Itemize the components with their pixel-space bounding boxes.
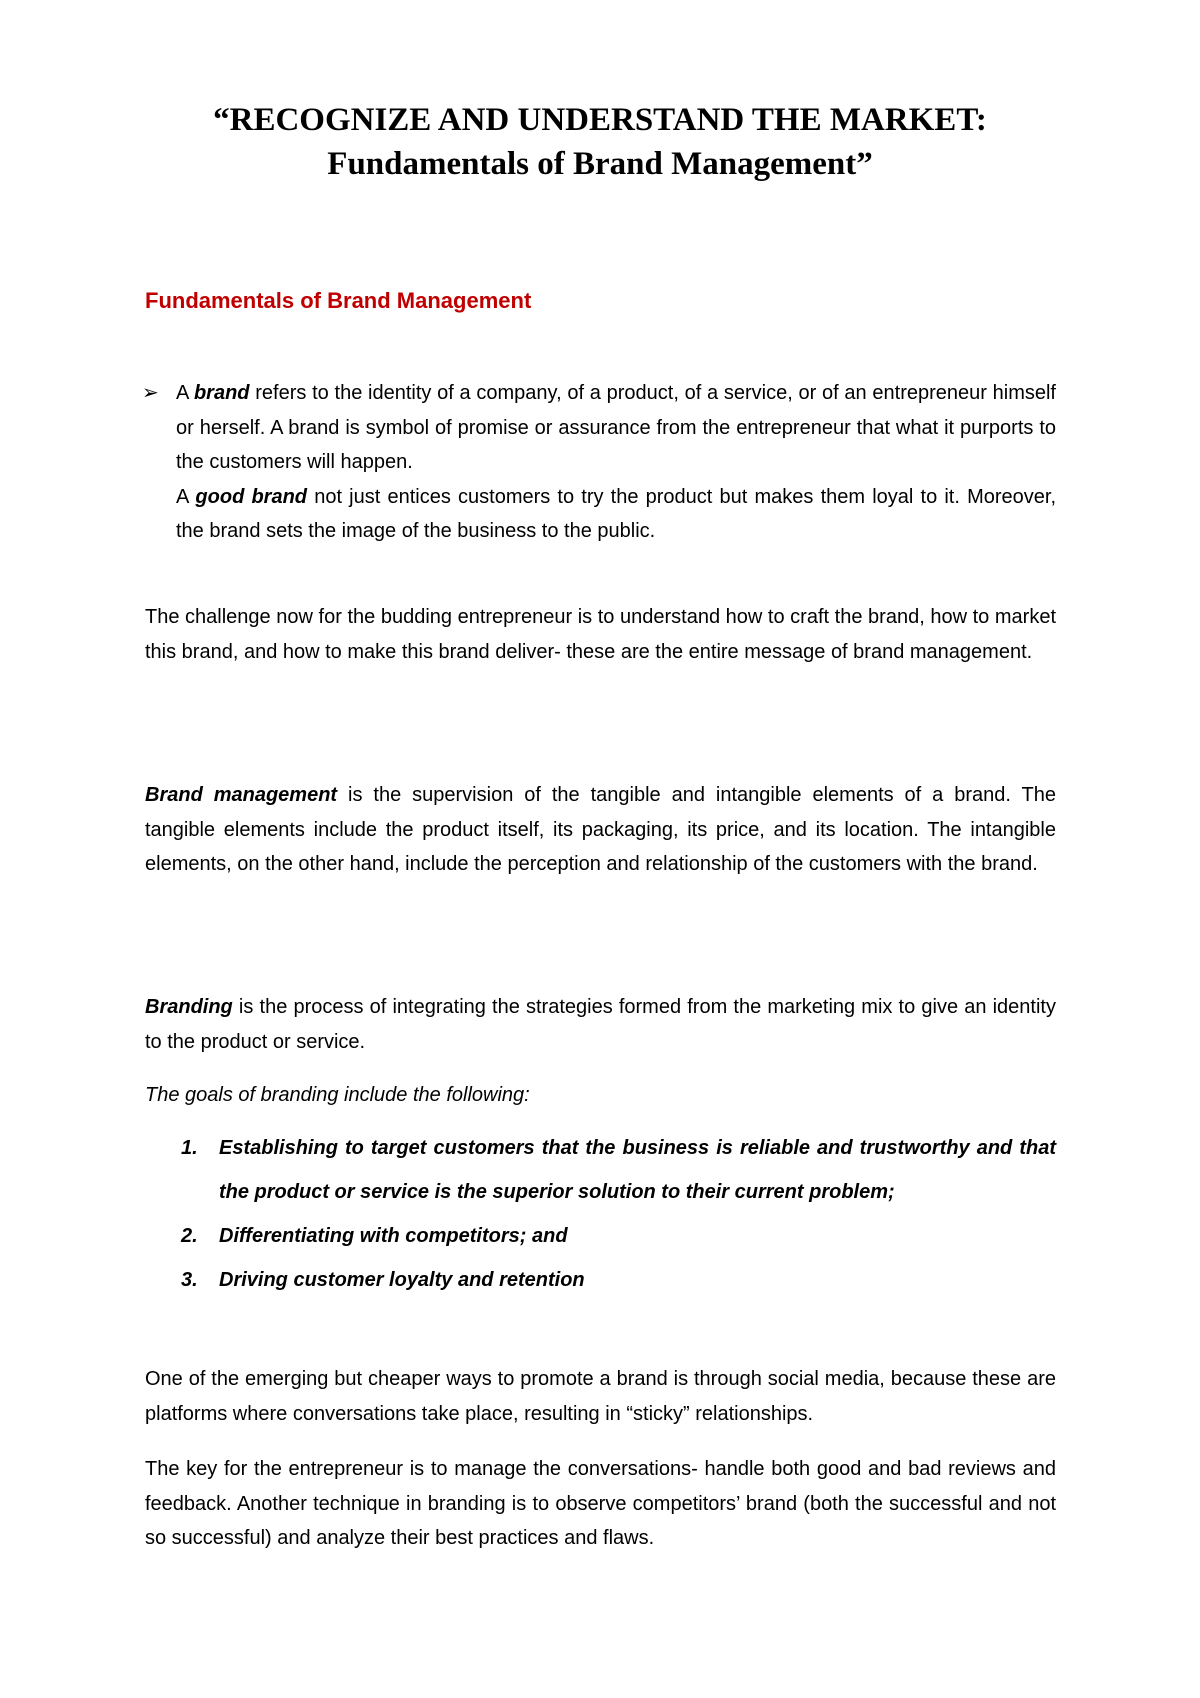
brand-management-term: Brand management bbox=[145, 784, 338, 806]
goal-item bbox=[145, 1258, 1056, 1302]
good-brand-paragraph bbox=[176, 480, 1056, 549]
title-line-2: Fundamentals of Brand Management” bbox=[327, 146, 873, 182]
brand-definition-bullet bbox=[142, 376, 1057, 549]
section-heading: Fundamentals of Brand Management bbox=[145, 288, 532, 313]
goal-number: 3. bbox=[181, 1269, 198, 1291]
goal-number: 1. bbox=[181, 1137, 198, 1159]
bullet-text-prefix: A bbox=[176, 382, 194, 404]
goals-list bbox=[145, 1126, 1056, 1302]
good-brand-prefix: A bbox=[176, 485, 196, 508]
brand-definition-text: refers to the identity of a company, of a product, of a service, or of an entrepreneur himself or herself. A brand is symbol of promise or assurance from the entrepreneur that what it purports to the customers will happen. bbox=[176, 382, 1056, 473]
title-line-1: “RECOGNIZE AND UNDERSTAND THE MARKET: bbox=[213, 102, 987, 138]
social-media-paragraph: One of the emerging but cheaper ways to promote a brand is through social media, because these are platforms where conversations take place, resulting in “sticky” relationships. bbox=[145, 1368, 1056, 1425]
goal-item bbox=[145, 1214, 1056, 1258]
goal-number: 2. bbox=[181, 1225, 198, 1247]
good-brand-text: not just entices customers to try the product but makes them loyal to it. Moreover, the brand sets the image of the business to the public. bbox=[176, 485, 1057, 542]
challenge-paragraph: The challenge now for the budding entrepreneur is to understand how to craft the brand, how to market this brand, and how to make this brand deliver- these are the entire message of brand management. bbox=[145, 606, 1056, 663]
goal-item bbox=[145, 1126, 1056, 1214]
branding-term: Branding bbox=[145, 996, 233, 1018]
good-brand-term: good brand bbox=[195, 485, 308, 508]
brand-management-text: is the supervision of the tangible and intangible elements of a brand. The tangible elements include the product itself, its packaging, its price, and its location. The intangible elements, on the other hand, include the perception and relationship of the customers with the brand. bbox=[145, 784, 1056, 875]
brand-management-paragraph bbox=[145, 778, 1056, 882]
arrow-bullet-icon: ➢ bbox=[142, 382, 159, 404]
goal-text: Driving customer loyalty and retention bbox=[219, 1269, 585, 1291]
brand-term: brand bbox=[193, 382, 250, 404]
goal-text: Establishing to target customers that the business is reliable and trustworthy and that the product or service is the superior solution to their current problem; bbox=[219, 1137, 1056, 1203]
key-paragraph: The key for the entrepreneur is to manage the conversations- handle both good and bad reviews and feedback. Another technique in branding is to observe competitors’ brand (both the successful and not so successful) and analyze their best practices and flaws. bbox=[145, 1458, 1056, 1549]
document-title bbox=[0, 98, 1200, 186]
brand-definition-paragraph bbox=[176, 376, 1056, 480]
goals-intro: The goals of branding include the following: bbox=[145, 1084, 530, 1106]
goal-text: Differentiating with competitors; and bbox=[219, 1225, 568, 1247]
branding-text: is the process of integrating the strategies formed from the marketing mix to give an identity to the product or service. bbox=[145, 996, 1056, 1053]
branding-paragraph bbox=[145, 990, 1056, 1059]
